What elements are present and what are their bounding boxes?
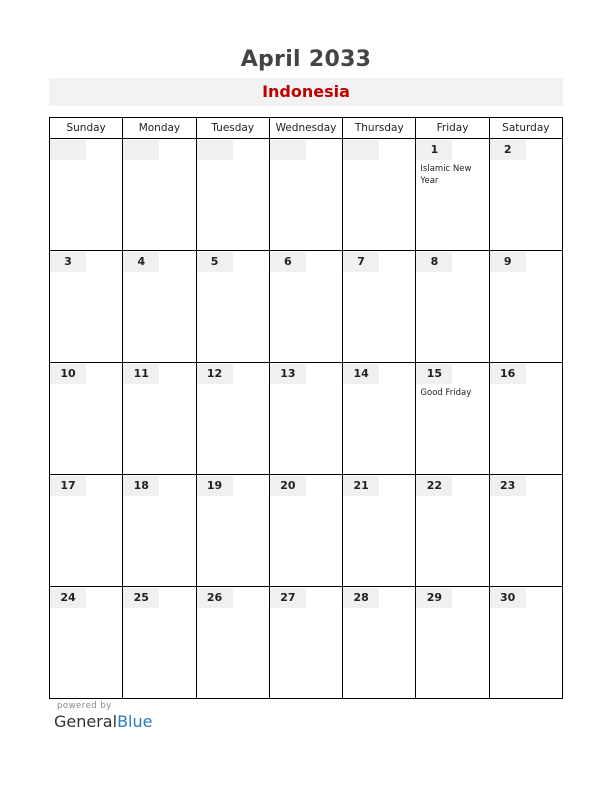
day-number: 8 (416, 252, 452, 272)
calendar-day-cell (196, 139, 269, 251)
day-number: 24 (50, 588, 86, 608)
brand-logo[interactable] (54, 712, 152, 731)
day-number: 13 (270, 364, 306, 384)
calendar-day-cell (123, 587, 196, 699)
day-number: 9 (490, 252, 526, 272)
calendar-day-cell (416, 475, 489, 587)
day-number (50, 140, 86, 160)
day-number: 27 (270, 588, 306, 608)
weekday-saturday: Saturday (489, 118, 562, 139)
calendar-day-cell (50, 139, 123, 251)
calendar-day-cell (489, 475, 562, 587)
day-number: 16 (490, 364, 526, 384)
calendar-week-row (50, 587, 563, 699)
calendar-week-row (50, 363, 563, 475)
calendar-day-cell (123, 363, 196, 475)
day-number: 17 (50, 476, 86, 496)
weekday-tuesday: Tuesday (196, 118, 269, 139)
calendar-day-cell (416, 363, 489, 475)
calendar-day-cell (196, 587, 269, 699)
holiday-label: Good Friday (420, 388, 472, 398)
calendar-week-row (50, 251, 563, 363)
country-banner (49, 78, 563, 106)
day-number: 4 (123, 252, 159, 272)
day-number: 1 (416, 140, 452, 160)
weekday-friday: Friday (416, 118, 489, 139)
day-number: 14 (343, 364, 379, 384)
weekday-wednesday: Wednesday (269, 118, 342, 139)
calendar-day-cell (196, 251, 269, 363)
day-number: 22 (416, 476, 452, 496)
brand-blue: Blue (117, 712, 153, 731)
day-number: 26 (197, 588, 233, 608)
calendar-day-cell (196, 363, 269, 475)
brand-general: General (54, 712, 118, 731)
day-number: 10 (50, 364, 86, 384)
calendar-day-cell (416, 587, 489, 699)
day-number: 7 (343, 252, 379, 272)
weekday-header-row (50, 118, 563, 139)
calendar-day-cell (343, 363, 416, 475)
calendar-day-cell (50, 475, 123, 587)
calendar-day-cell (196, 475, 269, 587)
calendar-day-cell (416, 139, 489, 251)
calendar-day-cell (123, 139, 196, 251)
day-number (123, 140, 159, 160)
calendar-day-cell (123, 475, 196, 587)
calendar-day-cell (269, 139, 342, 251)
day-number: 23 (490, 476, 526, 496)
calendar-day-cell (343, 587, 416, 699)
powered-by-label: powered by (57, 701, 112, 711)
day-number (343, 140, 379, 160)
calendar-day-cell (123, 251, 196, 363)
calendar-day-cell (343, 139, 416, 251)
calendar-day-cell (416, 251, 489, 363)
day-number: 15 (416, 364, 452, 384)
day-number: 20 (270, 476, 306, 496)
day-number (197, 140, 233, 160)
weekday-sunday: Sunday (50, 118, 123, 139)
day-number: 12 (197, 364, 233, 384)
weekday-monday: Monday (123, 118, 196, 139)
day-number: 18 (123, 476, 159, 496)
calendar-day-cell (269, 475, 342, 587)
calendar-day-cell (50, 251, 123, 363)
weekday-thursday: Thursday (343, 118, 416, 139)
holiday-label: Islamic New Year (420, 164, 472, 186)
day-number: 6 (270, 252, 306, 272)
calendar-day-cell (343, 251, 416, 363)
day-number: 5 (197, 252, 233, 272)
day-number: 30 (490, 588, 526, 608)
calendar-day-cell (489, 139, 562, 251)
day-number: 3 (50, 252, 86, 272)
calendar-title: April 2033 (240, 47, 372, 72)
day-number: 21 (343, 476, 379, 496)
calendar-day-cell (50, 587, 123, 699)
day-number: 25 (123, 588, 159, 608)
calendar-day-cell (50, 363, 123, 475)
day-number (270, 140, 306, 160)
country-name: Indonesia (262, 82, 350, 101)
day-number: 11 (123, 364, 159, 384)
calendar-day-cell (489, 363, 562, 475)
calendar-day-cell (489, 587, 562, 699)
calendar-day-cell (489, 251, 562, 363)
calendar-day-cell (269, 251, 342, 363)
calendar-grid (49, 117, 563, 699)
day-number: 28 (343, 588, 379, 608)
calendar-week-row (50, 139, 563, 251)
calendar-day-cell (269, 587, 342, 699)
calendar-day-cell (343, 475, 416, 587)
day-number: 29 (416, 588, 452, 608)
calendar-day-cell (269, 363, 342, 475)
day-number: 19 (197, 476, 233, 496)
day-number: 2 (490, 140, 526, 160)
calendar-week-row (50, 475, 563, 587)
